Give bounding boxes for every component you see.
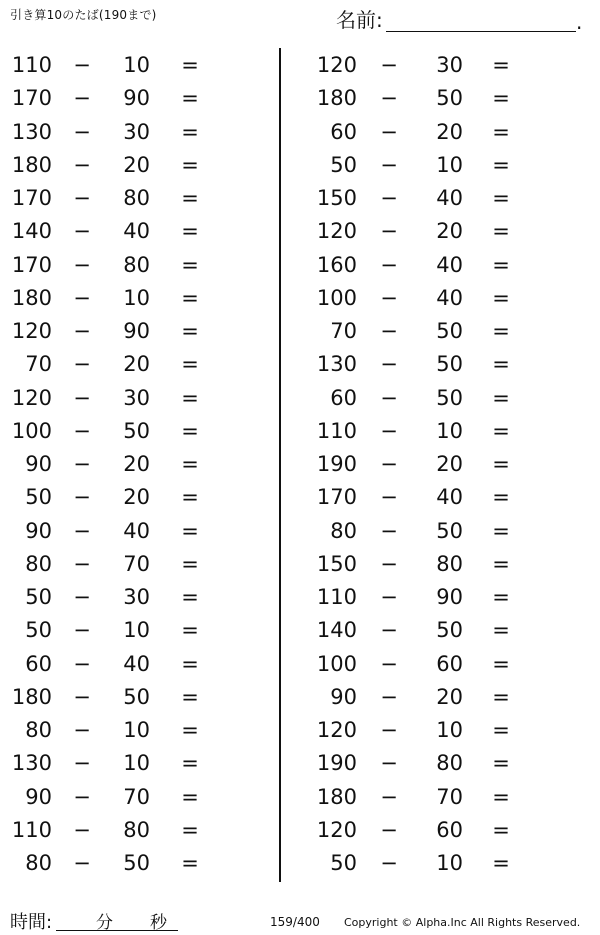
- minus-sign: −: [380, 585, 398, 609]
- equals-sign: =: [492, 751, 510, 776]
- problem-row: [310, 747, 570, 780]
- subtrahend: 50: [436, 518, 463, 543]
- minus-sign: −: [73, 485, 91, 510]
- minus-sign: −: [380, 851, 398, 875]
- equals-sign: =: [492, 851, 510, 875]
- subtrahend: 70: [123, 551, 150, 576]
- problem-row: [0, 781, 260, 814]
- problem-row: [310, 82, 570, 115]
- minus-sign: −: [380, 817, 398, 842]
- problem-row: [0, 149, 260, 182]
- minus-sign: −: [380, 651, 398, 676]
- minuend: 60: [330, 385, 357, 410]
- problem-row: [0, 847, 260, 880]
- minus-sign: −: [73, 651, 91, 676]
- subtrahend: 60: [436, 651, 463, 676]
- problem-row: [310, 781, 570, 814]
- equals-sign: =: [492, 418, 510, 443]
- subtrahend: 20: [436, 219, 463, 244]
- worksheet-title: 引き算10のたば(190まで): [10, 8, 157, 22]
- equals-sign: =: [492, 352, 510, 377]
- minuend: 180: [11, 285, 52, 310]
- minus-sign: −: [73, 618, 91, 643]
- minuend: 120: [316, 817, 357, 842]
- problem-row: [310, 315, 570, 348]
- problem-row: [310, 548, 570, 581]
- equals-sign: =: [181, 585, 199, 609]
- equals-sign: =: [492, 86, 510, 111]
- subtrahend: 80: [123, 186, 150, 210]
- minuend: 50: [330, 851, 357, 875]
- subtrahend: 90: [123, 319, 150, 343]
- minus-sign: −: [380, 618, 398, 643]
- equals-sign: =: [492, 551, 510, 576]
- problem-row: [310, 714, 570, 747]
- minuend: 130: [11, 751, 52, 776]
- subtrahend: 40: [436, 186, 463, 210]
- minuend: 190: [316, 751, 357, 776]
- minuend: 130: [316, 352, 357, 377]
- equals-sign: =: [492, 784, 510, 809]
- problem-row: [0, 315, 260, 348]
- subtrahend: 20: [123, 485, 150, 510]
- left-problem-column: [0, 49, 260, 880]
- minuend: 130: [11, 119, 52, 144]
- minus-sign: −: [380, 219, 398, 244]
- subtrahend: 30: [436, 53, 463, 77]
- equals-sign: =: [181, 485, 199, 510]
- minuend: 100: [316, 651, 357, 676]
- minus-sign: −: [73, 219, 91, 244]
- problem-row: [310, 382, 570, 415]
- problem-row: [0, 182, 260, 215]
- subtrahend: 30: [123, 119, 150, 144]
- equals-sign: =: [181, 319, 199, 343]
- problem-row: [0, 215, 260, 248]
- problem-row: [310, 282, 570, 315]
- minuend: 110: [11, 817, 52, 842]
- problem-row: [0, 747, 260, 780]
- problem-row: [310, 515, 570, 548]
- equals-sign: =: [492, 518, 510, 543]
- name-label: 名前:: [336, 8, 383, 32]
- minuend: 90: [25, 518, 52, 543]
- minuend: 90: [25, 452, 52, 476]
- subtrahend: 80: [123, 817, 150, 842]
- subtrahend: 50: [436, 86, 463, 111]
- second-label: 秒: [150, 913, 167, 933]
- equals-sign: =: [181, 718, 199, 742]
- minuend: 120: [11, 319, 52, 343]
- equals-sign: =: [181, 219, 199, 244]
- equals-sign: =: [181, 119, 199, 144]
- problem-row: [0, 348, 260, 381]
- minus-sign: −: [380, 252, 398, 277]
- minuend: 190: [316, 452, 357, 476]
- equals-sign: =: [181, 285, 199, 310]
- minuend: 110: [316, 418, 357, 443]
- problem-row: [310, 249, 570, 282]
- minus-sign: −: [380, 186, 398, 210]
- minuend: 90: [25, 784, 52, 809]
- minus-sign: −: [73, 751, 91, 776]
- problem-row: [0, 481, 260, 514]
- equals-sign: =: [492, 285, 510, 310]
- problem-row: [0, 49, 260, 82]
- minus-sign: −: [380, 285, 398, 310]
- problem-row: [0, 714, 260, 747]
- equals-sign: =: [492, 651, 510, 676]
- subtrahend: 10: [123, 618, 150, 643]
- subtrahend: 50: [436, 352, 463, 377]
- minus-sign: −: [73, 152, 91, 177]
- subtrahend: 50: [123, 684, 150, 709]
- problem-row: [310, 215, 570, 248]
- minuend: 120: [316, 53, 357, 77]
- minuend: 150: [316, 551, 357, 576]
- minuend: 100: [11, 418, 52, 443]
- minus-sign: −: [73, 119, 91, 144]
- problem-row: [310, 348, 570, 381]
- equals-sign: =: [181, 684, 199, 709]
- minuend: 170: [316, 485, 357, 510]
- equals-sign: =: [181, 518, 199, 543]
- right-problem-column: [310, 49, 570, 880]
- minus-sign: −: [73, 452, 91, 476]
- problem-row: [310, 581, 570, 614]
- minuend: 150: [316, 186, 357, 210]
- equals-sign: =: [492, 585, 510, 609]
- minus-sign: −: [380, 551, 398, 576]
- problem-row: [310, 614, 570, 647]
- subtrahend: 80: [436, 751, 463, 776]
- minus-sign: −: [380, 718, 398, 742]
- minus-sign: −: [380, 518, 398, 543]
- equals-sign: =: [492, 252, 510, 277]
- problem-row: [0, 681, 260, 714]
- minuend: 140: [11, 219, 52, 244]
- equals-sign: =: [181, 751, 199, 776]
- equals-sign: =: [492, 152, 510, 177]
- problem-row: [310, 415, 570, 448]
- problem-row: [0, 282, 260, 315]
- minus-sign: −: [73, 319, 91, 343]
- minus-sign: −: [380, 784, 398, 809]
- minus-sign: −: [73, 252, 91, 277]
- subtrahend: 40: [436, 485, 463, 510]
- equals-sign: =: [492, 485, 510, 510]
- minuend: 70: [25, 352, 52, 377]
- problem-row: [310, 49, 570, 82]
- problem-row: [0, 814, 260, 847]
- minus-sign: −: [73, 684, 91, 709]
- equals-sign: =: [181, 252, 199, 277]
- minuend: 110: [316, 585, 357, 609]
- subtrahend: 50: [436, 385, 463, 410]
- subtrahend: 20: [123, 352, 150, 377]
- equals-sign: =: [492, 452, 510, 476]
- subtrahend: 40: [123, 219, 150, 244]
- minus-sign: −: [380, 119, 398, 144]
- problem-row: [310, 481, 570, 514]
- minus-sign: −: [73, 851, 91, 875]
- equals-sign: =: [492, 319, 510, 343]
- problem-row: [0, 382, 260, 415]
- subtrahend: 50: [436, 319, 463, 343]
- minuend: 90: [330, 684, 357, 709]
- name-terminal: .: [576, 10, 583, 34]
- equals-sign: =: [492, 219, 510, 244]
- problem-row: [310, 182, 570, 215]
- equals-sign: =: [492, 186, 510, 210]
- problem-row: [310, 149, 570, 182]
- minus-sign: −: [73, 186, 91, 210]
- equals-sign: =: [181, 86, 199, 111]
- minuend: 140: [316, 618, 357, 643]
- minus-sign: −: [73, 718, 91, 742]
- minus-sign: −: [73, 551, 91, 576]
- minuend: 180: [11, 684, 52, 709]
- minuend: 170: [11, 86, 52, 111]
- problem-row: [310, 847, 570, 880]
- subtrahend: 30: [123, 385, 150, 410]
- problem-row: [0, 249, 260, 282]
- equals-sign: =: [181, 784, 199, 809]
- equals-sign: =: [492, 119, 510, 144]
- subtrahend: 80: [123, 252, 150, 277]
- equals-sign: =: [492, 684, 510, 709]
- problem-row: [0, 648, 260, 681]
- minuend: 50: [25, 585, 52, 609]
- subtrahend: 70: [436, 784, 463, 809]
- minute-label: 分: [96, 913, 113, 933]
- minus-sign: −: [380, 53, 398, 77]
- minuend: 110: [11, 53, 52, 77]
- minus-sign: −: [380, 352, 398, 377]
- minus-sign: −: [73, 385, 91, 410]
- equals-sign: =: [181, 186, 199, 210]
- subtrahend: 50: [123, 851, 150, 875]
- subtrahend: 90: [436, 585, 463, 609]
- equals-sign: =: [181, 817, 199, 842]
- minus-sign: −: [380, 418, 398, 443]
- minuend: 170: [11, 252, 52, 277]
- equals-sign: =: [181, 851, 199, 875]
- problem-row: [310, 814, 570, 847]
- minuend: 180: [316, 86, 357, 111]
- minuend: 180: [316, 784, 357, 809]
- minus-sign: −: [73, 53, 91, 77]
- problem-row: [310, 448, 570, 481]
- subtrahend: 40: [123, 518, 150, 543]
- subtrahend: 40: [436, 252, 463, 277]
- subtrahend: 30: [123, 585, 150, 609]
- subtrahend: 10: [123, 751, 150, 776]
- minus-sign: −: [73, 784, 91, 809]
- minus-sign: −: [380, 385, 398, 410]
- minus-sign: −: [73, 285, 91, 310]
- minuend: 180: [11, 152, 52, 177]
- minuend: 70: [330, 319, 357, 343]
- equals-sign: =: [492, 53, 510, 77]
- minuend: 50: [330, 152, 357, 177]
- minus-sign: −: [380, 485, 398, 510]
- subtrahend: 20: [436, 684, 463, 709]
- problem-row: [0, 448, 260, 481]
- equals-sign: =: [181, 53, 199, 77]
- problem-row: [0, 82, 260, 115]
- page-number: 159/400: [270, 915, 320, 929]
- problem-row: [0, 614, 260, 647]
- problem-row: [310, 648, 570, 681]
- minus-sign: −: [73, 418, 91, 443]
- subtrahend: 10: [123, 718, 150, 742]
- subtrahend: 10: [436, 418, 463, 443]
- problem-row: [0, 415, 260, 448]
- subtrahend: 70: [123, 784, 150, 809]
- minuend: 80: [25, 851, 52, 875]
- equals-sign: =: [492, 385, 510, 410]
- problem-row: [310, 681, 570, 714]
- minus-sign: −: [380, 86, 398, 111]
- name-underline: [386, 31, 576, 32]
- minuend: 80: [330, 518, 357, 543]
- subtrahend: 60: [436, 817, 463, 842]
- subtrahend: 10: [123, 53, 150, 77]
- equals-sign: =: [181, 418, 199, 443]
- subtrahend: 10: [436, 718, 463, 742]
- minuend: 120: [316, 718, 357, 742]
- column-divider: [279, 48, 281, 882]
- subtrahend: 50: [436, 618, 463, 643]
- minuend: 120: [316, 219, 357, 244]
- equals-sign: =: [181, 551, 199, 576]
- time-label: 時間:: [10, 912, 53, 933]
- minuend: 80: [25, 551, 52, 576]
- minus-sign: −: [73, 585, 91, 609]
- minus-sign: −: [73, 518, 91, 543]
- subtrahend: 50: [123, 418, 150, 443]
- equals-sign: =: [492, 817, 510, 842]
- subtrahend: 20: [436, 452, 463, 476]
- minuend: 60: [330, 119, 357, 144]
- copyright-text: Copyright © Alpha.Inc All Rights Reserved.: [344, 916, 581, 929]
- equals-sign: =: [181, 352, 199, 377]
- subtrahend: 80: [436, 551, 463, 576]
- minus-sign: −: [380, 452, 398, 476]
- equals-sign: =: [181, 618, 199, 643]
- equals-sign: =: [492, 718, 510, 742]
- equals-sign: =: [181, 651, 199, 676]
- subtrahend: 10: [123, 285, 150, 310]
- minuend: 80: [25, 718, 52, 742]
- minuend: 60: [25, 651, 52, 676]
- minus-sign: −: [380, 684, 398, 709]
- subtrahend: 20: [123, 152, 150, 177]
- problem-row: [0, 548, 260, 581]
- subtrahend: 10: [436, 152, 463, 177]
- minuend: 100: [316, 285, 357, 310]
- equals-sign: =: [181, 452, 199, 476]
- problem-row: [310, 116, 570, 149]
- minus-sign: −: [73, 86, 91, 111]
- problem-row: [0, 515, 260, 548]
- minus-sign: −: [380, 152, 398, 177]
- subtrahend: 20: [436, 119, 463, 144]
- problem-row: [0, 116, 260, 149]
- minus-sign: −: [73, 817, 91, 842]
- time-field[interactable]: [10, 908, 180, 932]
- minuend: 160: [316, 252, 357, 277]
- equals-sign: =: [181, 152, 199, 177]
- minuend: 170: [11, 186, 52, 210]
- equals-sign: =: [181, 385, 199, 410]
- minuend: 120: [11, 385, 52, 410]
- subtrahend: 40: [436, 285, 463, 310]
- subtrahend: 90: [123, 86, 150, 111]
- equals-sign: =: [492, 618, 510, 643]
- name-field[interactable]: [336, 8, 586, 36]
- subtrahend: 40: [123, 651, 150, 676]
- minuend: 50: [25, 618, 52, 643]
- minus-sign: −: [380, 319, 398, 343]
- subtrahend: 20: [123, 452, 150, 476]
- minus-sign: −: [73, 352, 91, 377]
- minus-sign: −: [380, 751, 398, 776]
- problem-row: [0, 581, 260, 614]
- subtrahend: 10: [436, 851, 463, 875]
- minuend: 50: [25, 485, 52, 510]
